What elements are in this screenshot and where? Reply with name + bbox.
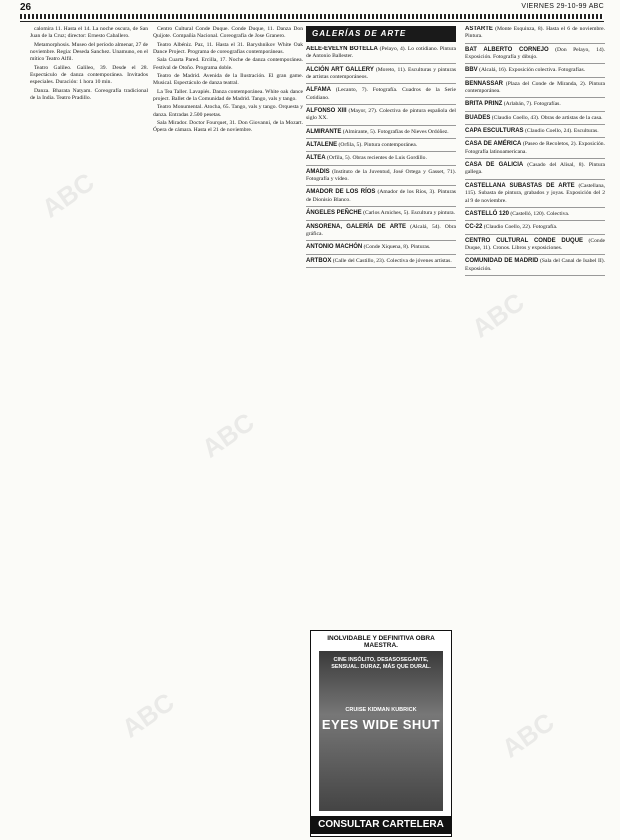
listing-name: CASA DE AMÉRICA	[465, 141, 522, 148]
listing-entry	[465, 258, 605, 276]
gallery-text: (Orfila, 5). Pintura contemporánea.	[338, 142, 418, 149]
watermark-stamp: ABC	[36, 166, 100, 224]
listing-name: BBV	[465, 67, 478, 74]
gallery-text: (Instituto de la Juventud, José Ortega y Gasset, 71). Fotografía y vídeo.	[306, 168, 456, 183]
listing-text: (Monte Esquinza, 8). Hasta el 6 de noviembre. Pintura.	[465, 26, 605, 40]
page-header	[20, 2, 604, 14]
section-title: GALERÍAS DE ARTE	[312, 29, 407, 38]
gallery-text: (Conde Xiquena, 8). Pinturas.	[363, 244, 431, 251]
listing-name: BENNASSAR	[465, 80, 504, 87]
gallery-text: (Carlos Arniches, 5). Escultura y pintura.	[363, 210, 456, 217]
gallery-entry	[306, 189, 456, 207]
gallery-entry	[306, 87, 456, 105]
gallery-name: ALFAMA	[306, 87, 331, 94]
galleries-list	[306, 46, 456, 626]
listing-entry	[465, 141, 605, 159]
gallery-entry	[306, 244, 456, 254]
gallery-entry	[306, 210, 456, 220]
col2-paragraph: Teatro Albéniz. Paz, 11. Hasta el 31. Baryshnikov White Oak Dance Project. Programa de coreografías contemporáneas.	[153, 41, 303, 56]
listing-text: (Paseo de Recoletos, 2). Exposición. Fotografía latinoamericana.	[465, 141, 605, 155]
gallery-name: ANTONIO MACHÓN	[306, 244, 363, 251]
gallery-text: (Moreto, 11). Esculturas y pinturas de artistas contemporáneos.	[306, 66, 456, 81]
listing-name: COMUNIDAD DE MADRID	[465, 258, 539, 265]
listing-entry	[465, 162, 605, 180]
listing-entry	[465, 81, 605, 99]
gallery-entry	[306, 155, 456, 165]
gallery-entry	[306, 46, 456, 64]
watermark-stamp: ABC	[116, 686, 180, 744]
ad-tagline: INOLVIDABLE Y DEFINITIVA OBRA MAESTRA.	[327, 635, 435, 649]
col1-paragraph: Danza. Bharata Natyam. Coreografía tradicional de la India. Teatro Pradillo.	[30, 87, 148, 102]
listing-text: (Castellana, 115). Subasta de pintura, grabados y joyas. Exposición del 2 al 9 de noviembre.	[465, 182, 605, 204]
gallery-text: (Alcalá, 54). Obra gráfica.	[306, 223, 456, 237]
col1-paragraph: Metamorphosis. Museo del período almenar, 27 de noviembre. Regia: Deseda Sanchez. Unamuno, en el mítico Teatro Alfil.	[30, 41, 148, 63]
listing-text: (Plaza del Conde de Miranda, 2). Pintura contemporánea.	[465, 80, 605, 95]
listing-entry	[465, 101, 605, 111]
col2-paragraph: Teatro Monumental. Atocha, 65. Tango, vals y tango. Orquesta y danza. Entradas 2.500 pesetas.	[153, 104, 303, 118]
gallery-name: ALMIRANTE	[306, 128, 342, 135]
listing-text: (Claudio Coello, 22). Fotografía.	[483, 224, 558, 231]
column-2	[153, 26, 303, 838]
column-1	[30, 26, 148, 838]
gallery-name: ÁNGELES PEÑCHE	[306, 210, 362, 217]
listing-entry	[465, 183, 605, 208]
col2-paragraph: Centro Cultural Conde Duque. Conde Duque, 11. Danza Don Quijote. Compañía Nacional. Coreografía de Jose Granero.	[153, 26, 303, 40]
listing-text: (Casado del Alisal, 8). Pintura gallega.	[465, 162, 605, 176]
gallery-name: AMADOR DE LOS RÍOS	[306, 189, 376, 196]
col1-paragraph: Teatro Galileo. Galileo, 39. Desde el 28. Espectáculo de danza contemporánea. Invitados especiales. Duración: 1 hora 10 min.	[30, 64, 148, 86]
listing-name: CENTRO CULTURAL CONDE DUQUE	[465, 237, 584, 244]
listing-text: (Alcalá, 16). Exposición colectiva. Fotografías.	[479, 67, 586, 74]
listing-name: BRITA PRINZ	[465, 101, 503, 108]
listing-text: (Castelló, 120). Colectiva.	[510, 210, 570, 217]
ad-footer: CONSULTAR CARTELERA	[311, 816, 451, 834]
ad-quote: CINE INSÓLITO, DESASOSEGANTE, SENSUAL. DURAZ, MÁS QUE DURAL.	[331, 657, 431, 670]
listing-entry	[465, 67, 605, 77]
gallery-text: (Amador de los Ríos, 3). Pinturas de Dionisio Blanco.	[306, 189, 456, 203]
gallery-entry	[306, 108, 456, 126]
listing-text: (Claudio Coello, 24). Esculturas.	[524, 128, 599, 135]
header-rule	[20, 21, 604, 22]
listing-name: CAPA ESCULTURAS	[465, 128, 524, 135]
gallery-entry	[306, 67, 456, 85]
gallery-name: ALTEA	[306, 155, 326, 162]
listing-entry	[465, 238, 605, 256]
gallery-name: ALCIÓN ART GALLERY	[306, 66, 374, 73]
listing-text: (Sala del Canal de Isabel II). Exposición.	[465, 258, 605, 272]
gallery-entry	[306, 142, 456, 152]
gallery-name: AMADIS	[306, 168, 330, 175]
listing-name: CASA DE GALICIA	[465, 162, 524, 169]
listing-entry	[465, 211, 605, 221]
ad-movie-title: EYES WIDE SHUT	[321, 717, 441, 732]
gallery-entry	[306, 258, 456, 268]
page-date: VIERNES 29-10-99 ABC	[521, 3, 604, 10]
listing-name: BAT ALBERTO CORNEJO	[465, 46, 549, 53]
listing-entry	[465, 128, 605, 138]
listing-text: (Conde Duque, 11). Cronos. Libros y exposiciones.	[465, 237, 605, 251]
col1-paragraph: calomira 11. Hasta el 14. La noche oscura, de San Juan de la Cruz; director: Ernesto Caballero.	[30, 26, 148, 40]
watermark-stamp: ABC	[496, 706, 560, 764]
col2-paragraph: Sala Mirador. Doctor Fourquet, 31. Don Giovanni, de la Mozart. Ópera de cámara. Hasta el 21 de noviembre.	[153, 120, 303, 134]
gallery-entry	[306, 169, 456, 187]
column-4	[465, 26, 605, 838]
gallery-text: (Calle del Castillo, 23). Colectiva de jóvenes artistas.	[332, 257, 452, 264]
col2-paragraph: La Tea Taller. Lavapiés. Danza contemporánea. White oak dance project. Ballet de la Comunidad de Madrid. Tango, vals y tango.	[153, 88, 303, 103]
col2-paragraph: Sala Cuarta Pared. Ercilla, 17. Noche de danza contemporánea. Festival de Otoño. Programa doble.	[153, 57, 303, 71]
gallery-text: (Lecanto, 7). Fotografía. Cuadros de la Serie Cotidiano.	[306, 87, 456, 101]
listing-name: CASTELLÓ 120	[465, 210, 510, 217]
ad-stars: CRUISE KIDMAN KUBRICK	[345, 707, 417, 713]
listing-name: CASTELLANA SUBASTAS DE ARTE	[465, 182, 575, 189]
listing-text: (Arlabán, 7). Fotografías.	[503, 101, 561, 108]
gallery-text: (Almirante, 5). Fotografías de Nieves Ordóñez.	[342, 128, 449, 135]
gallery-name: ALFONSO XIII	[306, 108, 347, 115]
listing-name: BUADES	[465, 114, 491, 121]
listing-name: ASTARTE	[465, 26, 493, 32]
listing-name: CC-22	[465, 224, 483, 231]
gallery-entry	[306, 224, 456, 242]
gallery-text: (Orfila, 5). Obras recientes de Luis Gordillo.	[326, 155, 427, 162]
movie-advertisement	[310, 630, 452, 837]
listing-entry	[465, 26, 605, 44]
col2-paragraph: Teatro de Madrid. Avenida de la Ilustración. El gran game. Musical. Espectáculo de danza teatral.	[153, 73, 303, 87]
listing-text: (Claudio Coello, 43). Obras de artistas de la casa.	[491, 114, 603, 121]
listing-text: (Don Pelayo, 14). Exposición. Fotografía y dibujo.	[465, 46, 605, 61]
header-band	[20, 14, 604, 19]
gallery-name: ALTALENE	[306, 142, 338, 149]
watermark-stamp: ABC	[196, 406, 260, 464]
gallery-name: ANSORENA, GALERÍA DE ARTE	[306, 223, 407, 230]
listing-entry	[465, 115, 605, 125]
gallery-text: (Pelayo, 4). Lo cotidiano. Pintura de Antonio Ballester.	[306, 46, 456, 60]
listing-entry	[465, 47, 605, 65]
gallery-name: ARTBOX	[306, 257, 332, 264]
section-header	[306, 26, 456, 42]
gallery-name: AELE-EVELYN BOTELLA	[306, 46, 378, 52]
listing-entry	[465, 224, 605, 234]
gallery-entry	[306, 129, 456, 139]
page-number: 26	[20, 2, 32, 13]
gallery-text: (Mayor, 27). Colectiva de pintura española del siglo XX.	[306, 108, 456, 122]
watermark-stamp: ABC	[466, 286, 530, 344]
